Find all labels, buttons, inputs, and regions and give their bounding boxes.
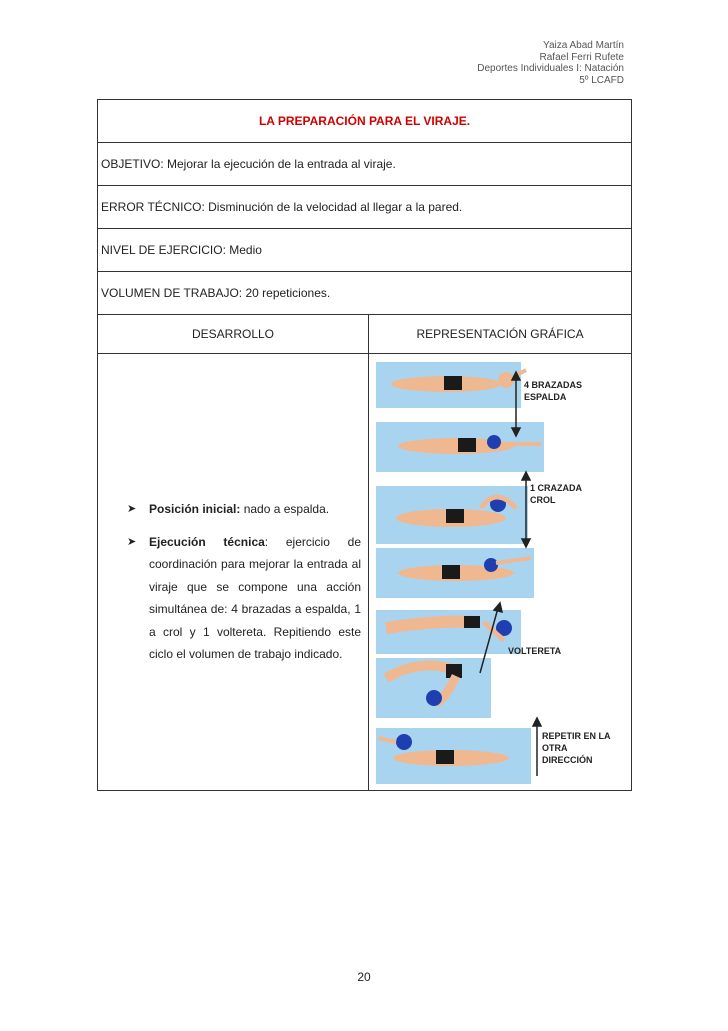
label-otra: OTRA	[542, 743, 568, 753]
label-espalda: ESPALDA	[524, 392, 567, 402]
arrow-bullet-icon: ➤	[127, 503, 137, 516]
graphic-heading: REPRESENTACIÓN GRÁFICA	[369, 315, 632, 354]
page-header	[477, 40, 624, 86]
bullet-label: Ejecución técnica	[149, 534, 265, 549]
objective-text: OBJETIVO: Mejorar la ejecución de la entrada al viraje.	[98, 143, 632, 186]
list-item	[119, 531, 361, 666]
label-direccion: DIRECCIÓN	[542, 755, 593, 765]
level-text: NIVEL DE EJERCICIO: Medio	[98, 229, 632, 272]
swim-illustration	[372, 354, 628, 790]
bullet-text: nado a espalda.	[240, 502, 330, 517]
degree: 5º LCAFD	[579, 74, 624, 86]
bullet-label: Posición inicial:	[149, 502, 241, 517]
list-item	[119, 498, 361, 521]
label-repetir: REPETIR EN LA	[542, 731, 611, 741]
volume-text: VOLUMEN DE TRABAJO: 20 repeticiones.	[98, 272, 632, 315]
arrow-bullet-icon: ➤	[127, 535, 137, 548]
label-brazadas: 4 BRAZADAS	[524, 380, 583, 390]
author-2: Rafael Ferri Rufete	[539, 51, 624, 63]
development-heading: DESARROLLO	[98, 315, 369, 354]
description	[101, 468, 365, 666]
bullet-text: : ejercicio de coordinación para mejorar la entrada al viraje que se compone una acción simultánea de: 4 brazadas a espalda, 1 a crol y 1 voltereta. Repitiendo este ciclo el volumen de trabajo indicado.	[149, 534, 361, 662]
error-text: ERROR TÉCNICO: Disminución de la velocidad al llegar a la pared.	[98, 186, 632, 229]
author-1: Yaiza Abad Martín	[543, 40, 624, 51]
swimming-sequence-figure	[376, 358, 631, 788]
graphic-cell	[369, 354, 632, 791]
label-crazada: 1 CRAZADA	[530, 483, 583, 493]
course: Deportes Individuales I: Natación	[477, 63, 624, 74]
label-crol: CROL	[530, 495, 556, 505]
label-voltereta: VOLTERETA	[508, 646, 562, 656]
exercise-title: LA PREPARACIÓN PARA EL VIRAJE.	[98, 100, 632, 143]
page-number: 20	[357, 970, 371, 984]
development-cell	[98, 354, 369, 791]
exercise-table	[97, 99, 632, 791]
